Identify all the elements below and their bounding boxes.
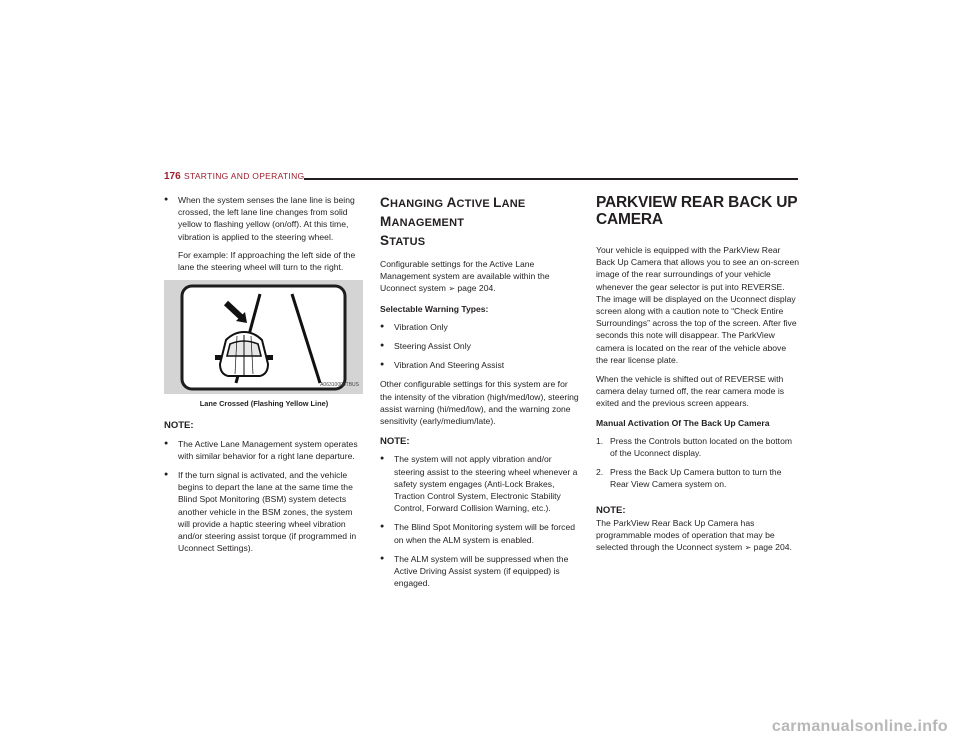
note-label: NOTE:	[164, 420, 194, 432]
header-rule	[304, 178, 798, 180]
figure-caption: Lane Crossed (Flashing Yellow Line)	[199, 399, 329, 409]
paragraph: When the vehicle is shifted out of REVERSE with camera delay turned off, the rear camera mode is exited and the previous screen appears.	[596, 374, 785, 409]
intro-paragraph: Configurable settings for the Active Lane Management system are available within the Uconnect system ➢ page 204.	[380, 259, 550, 294]
list-item: ● If the turn signal is activated, and the vehicle begins to depart the lane at the same time the Blind Spot Monitoring (BSM) system detects another vehicle in the BSM zones, the system will provide a haptic steering wheel vibration and/or steering assist torque (if programmed in Uconnect Settings).	[164, 469, 364, 554]
watermark: carmanualsonline.info	[771, 718, 948, 735]
selectable-label: Selectable Warning Types:	[380, 303, 489, 314]
list-item	[164, 194, 364, 273]
page-link[interactable]: page 204.	[753, 542, 792, 553]
paragraph: Your vehicle is equipped with the ParkView Rear Back Up Camera that allows you to see an on-screen image of the rear surroundings of your vehicle whenever the gear selector is put into REVERSE. The image will be displayed on the Uconnect display screen along with a caution note to “Check Entire Surroundings” across the top of the screen. After five seconds this note will disappear. The ParkView camera is located on the rear of the vehicle above the rear license plate.	[596, 245, 800, 365]
lane-crossed-figure	[164, 280, 363, 394]
page-link[interactable]: page 204.	[457, 283, 496, 294]
list-item: ● Vibration Only	[380, 321, 580, 333]
bullet-text: ● When the system senses the lane line is being crossed, the left lane line changes from solid yellow to flashing yellow (on/off). At this time, vibration is applied to the steering wheel.	[178, 195, 355, 242]
page-ref-icon: ➢	[448, 284, 456, 294]
note-label: NOTE:	[380, 436, 410, 448]
note-label: NOTE:	[596, 504, 626, 516]
section-title: STARTING AND OPERATING	[184, 171, 305, 181]
list-item: 1. Press the Controls button located on the bottom of the Uconnect display.	[596, 435, 793, 459]
other-settings-paragraph: Other configurable settings for this system are for the intensity of the vibration (high/med/low), steering assist warning (hi/med/low), and the warning zone sensitivity (early/medium/late).	[380, 379, 579, 427]
list-item: ● The Active Lane Management system operates with similar behavior for a right lane departure.	[164, 438, 364, 462]
list-item: ● Vibration And Steering Assist	[380, 359, 580, 371]
note-paragraph: The ParkView Rear Back Up Camera has programmable modes of operation that may be selected through the Uconnect system ➢ page 204.	[596, 517, 792, 553]
list-item: 2. Press the Back Up Camera button to turn the Rear View Camera system on.	[596, 467, 782, 490]
list-item: ● The Blind Spot Monitoring system will be forced on when the ALM system is enabled.	[380, 521, 580, 545]
manual-activation-label: Manual Activation Of The Back Up Camera	[596, 417, 770, 428]
list-item: ● The ALM system will be suppressed when the Active Driving Assist system (if equipped) is engaged.	[380, 553, 580, 590]
lane-crossed-illustration	[164, 280, 363, 394]
page-ref-icon: ➢	[744, 543, 752, 553]
column-left	[164, 194, 364, 561]
figure-code: A06310000TBUS	[320, 382, 359, 389]
column-right	[596, 194, 800, 561]
bullet-example-text: For example: If approaching the left side of the lane the steering wheel will turn to the right.	[178, 249, 356, 273]
section-heading: PARKVIEW REAR BACK UP CAMERA	[596, 194, 798, 228]
list-item: ● The system will not apply vibration and/or steering assist to the steering wheel whenever a safety system engages (Anti-Lock Brakes, Traction Control System, Electronic Stability Control, Forward Collision Warning, etc.).	[380, 453, 580, 514]
list-item: ● Steering Assist Only	[380, 340, 580, 352]
column-middle	[380, 194, 580, 596]
page-number: 176	[164, 171, 181, 182]
page-header	[164, 171, 798, 185]
section-heading: CHANGING ACTIVE LANE MANAGEMENT STATUS	[380, 195, 526, 248]
